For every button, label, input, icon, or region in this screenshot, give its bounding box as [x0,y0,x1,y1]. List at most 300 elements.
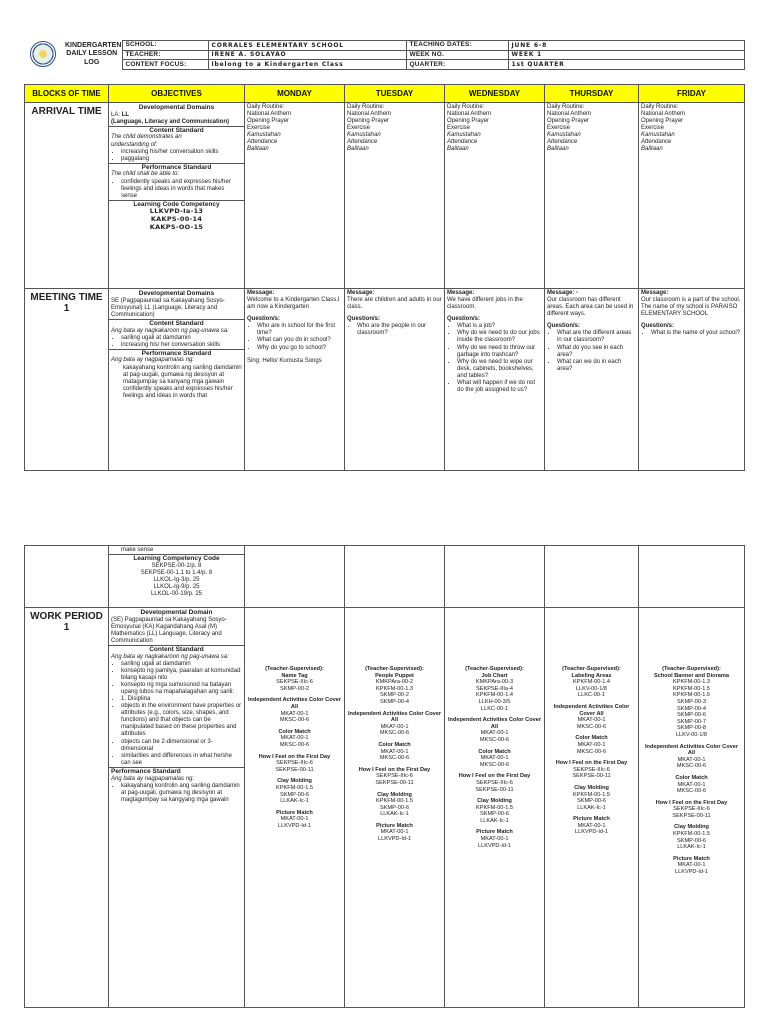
competency-code: MKAT-00-1 [577,717,606,724]
routine-item: Attendance [547,139,578,146]
question-item: • What is a job? [457,323,542,330]
activity-title: How I Feel on the First Day [458,773,531,780]
arrival-thursday [545,103,639,289]
competency-code: MKAT-00-1 [577,741,606,748]
continuation-monday [245,546,345,608]
work-wednesday [445,608,545,1008]
meeting-monday [245,289,345,471]
arrival-ps-intro: The child shall be able to: [111,171,180,178]
meeting-friday [639,289,745,471]
work-cs-item: • similarities and differences in what he/she can see [121,753,242,767]
supervised-label: (Teacher-Supervised): [365,666,424,672]
activity-group [547,816,636,836]
competency-code: MKAT-00-1 [677,756,706,763]
activity-title: Picture Match [573,816,610,823]
competency-code: LLKVPD-Id-1 [575,829,608,836]
routine-item: Opening Prayer [547,118,590,125]
work-tuesday [345,608,445,1008]
work-monday [245,608,345,1008]
school-label: SCHOOL: [122,41,208,51]
supervised-activity-title: Name Tag [281,672,308,679]
activity-title: Picture Match [276,809,313,816]
competency-code: MKAT-00-1 [380,723,409,730]
competency-code: MKAT-00-1 [280,735,309,742]
competency-code: MKAT-00-1 [577,822,606,829]
routine-item: National Anthem [547,111,592,118]
competency-code: MKAT-00-1 [280,710,309,717]
competency-code: SKMP-00-4 [677,705,706,712]
work-cs-item: • objects can be 2-dimensional or 3-dimensional [121,739,242,753]
work-cs-item: • objects in the environment have properties or attributes (e.g., colors, size, shapes, and functions) and that objects can be manipulated based on these properties and attributes [121,703,242,738]
work-period-label: WORK PERIOD 1 [25,608,109,1008]
routine-item: Daily Routine: [447,104,485,110]
competency-code: KMKPAra-00-3 [475,679,514,686]
question-item: • Why do we need to throw our garbage into trashcan? [457,345,542,359]
routine-item: Kamustahan [547,132,581,139]
competency-code: KPKFM-00-1.4 [573,679,610,686]
competency-code: KPKFM-00-1.3 [673,679,710,686]
competency-code: KMKPAra-00-2 [375,679,414,686]
competency-code: LLKAK-Ic-1 [380,811,409,818]
continuation-row [25,546,745,608]
arrival-time-label: ARRIVAL TIME [25,103,109,289]
message-label: Message: [641,290,669,296]
routine-item: National Anthem [447,111,492,118]
quarter-value: 1st QUARTER [508,60,744,70]
work-period-row [25,608,745,1008]
lesson-grid-page1 [24,84,745,471]
routine-item: Exercise [247,125,271,132]
meeting-tuesday [345,289,445,471]
activity-title: How I Feel on the First Day [358,766,431,773]
activity-title: Independent Activities Color Cover All [553,703,630,717]
question-item: • Why do you go to school? [257,345,342,352]
competency-code: LLKV-00-1/8 [575,685,608,692]
meeting-lc-code: LLKOL-Ig-3/p. 25 [153,576,200,583]
routine-list [347,104,442,154]
competency-code: KPKFM-00-1.5 [673,685,710,692]
activity-group [447,829,542,849]
activity-group [347,711,442,737]
col-thursday: THURSDAY [545,85,639,103]
meeting-lc-code: LLKOL-Ig-9/p. 25 [153,583,200,590]
routine-item: Opening Prayer [347,118,390,125]
competency-code: MKSC-00-6 [279,741,310,748]
deped-seal-logo [24,41,62,70]
activity-group [247,778,342,804]
activity-group [641,744,742,770]
meeting-domains-title: Developmental Domains [138,290,215,297]
supervised-label: (Teacher-Supervised): [662,666,721,672]
activity-title: Color Match [478,748,511,755]
competency-code: LLKC-00-1 [480,705,509,712]
routine-item: Balitaan [347,146,369,153]
question-item: • What can you do in school? [257,337,342,344]
arrival-cs-item: • increasing his/her conversation skills [121,149,242,156]
continuation-friday [639,546,745,608]
competency-code: SEKPSE-00-11 [275,766,314,773]
routine-item: Attendance [641,139,672,146]
question-label: Question/s: [547,323,581,330]
work-cs-item: • konsepto ng mga sumusunod na batayan upang lubos na mapahalagahan ang sarili: [121,682,242,696]
activity-group [247,754,342,774]
grade-line1: KINDERGARTEN [65,41,122,49]
work-cs-title: Content Standard [149,645,204,653]
activity-group [347,823,442,843]
competency-code: KPKFM-00-1.5 [376,798,413,805]
routine-item: Exercise [347,125,371,132]
activity-title: Color Match [575,735,608,742]
arrival-row [25,103,745,289]
competency-code: SKMP-00-6 [480,811,509,818]
competency-code: SKMP-00-6 [677,837,706,844]
activity-group [547,735,636,755]
competency-code: KPKFM-00-1.5 [276,784,313,791]
competency-code: SKMP-00-6 [677,712,706,719]
arrival-domains-title: Developmental Domains [138,104,215,111]
competency-code: SEKPSE-IIIc-6 [276,679,313,686]
competency-code: KPKFM-00-1.3 [376,685,413,692]
supervised-label: (Teacher-Supervised): [265,666,324,672]
routine-item: Attendance [447,139,478,146]
arrival-lc-code: KAKPS-00-14 [150,215,203,224]
meeting-thursday [545,289,639,471]
content-focus-value: Ibelong to a Kindergarten Class [208,60,406,70]
seal-icon [30,41,56,67]
activity-group [447,773,542,793]
competency-code: SEKPSE-00-11 [475,786,514,793]
continuation-objectives [109,546,245,608]
activity-group [641,775,742,795]
work-ps-title: Performance Standard [111,767,181,775]
competency-code: LLKH-00-3/5 [478,698,511,705]
competency-code: SEKPSE-00-11 [672,812,711,819]
routine-list [641,104,742,154]
activity-title: Independent Activities Color Cover All [644,743,739,757]
lesson-grid-page2 [24,545,745,1008]
competency-code: SEKPSE-IIIc-6 [573,766,610,773]
routine-item: Daily Routine: [347,104,385,110]
meeting-lc-code: SEKPSE-00-1.1 to 1.4/p. 8 [140,569,213,576]
activity-title: Color Match [378,741,411,748]
week-label: WEEK NO. [406,50,508,60]
week-value: WEEK 1 [508,50,744,60]
competency-code: SKMP-00-6 [380,804,409,811]
competency-code: MKAT-00-1 [677,781,706,788]
meeting-cs-item: • increasing his/ her conversation skills [121,342,242,349]
competency-code: MKAT-00-1 [280,816,309,823]
question-label: Question/s: [247,316,281,323]
competency-code: MKAT-00-1 [480,836,509,843]
competency-code: LLKV-00-1/8 [675,731,708,738]
activity-group [641,824,742,850]
activity-title: Clay Molding [477,798,512,805]
message-label: Message: [247,290,275,296]
activity-group [547,785,636,811]
competency-code: MKAT-00-1 [677,862,706,869]
activity-group [347,742,442,762]
supervised-activity-title: School Banner and Diorama [654,672,729,679]
work-domains-text: (SE) Pagpapaunlad sa Kakayahang Sosyo-Emosyunal (KA) Kagandahang Asal (M) Mathematics (LL) Language, Literacy and Communication [111,616,227,644]
competency-code: SKMP-00-3 [677,698,706,705]
competency-code: KPKFM-00-1.5 [573,791,610,798]
question-item: • What will happen if we do not do the job assigned to us? [457,380,542,394]
competency-code: KPKFM-00-1.6 [673,692,710,699]
supervised-label: (Teacher-Supervised): [562,666,621,672]
activity-title: How I Feel on the First Day [555,760,628,767]
activity-group [641,856,742,876]
arrival-objectives [109,103,245,289]
competency-code: MKSC-00-6 [576,723,607,730]
routine-item: Balitaan [547,146,569,153]
supervised-activity-title: People Puppet [375,672,414,679]
competency-code: LLKAK-Ic-1 [577,804,606,811]
competency-code: SKMP-00-7 [677,718,706,725]
work-cs-item: • sariling ugali at damdamin [121,661,242,668]
routine-list [447,104,542,154]
routine-item: Balitaan [447,146,469,153]
activity-title: Clay Molding [277,778,312,785]
arrival-tuesday [345,103,445,289]
routine-item: Kamustahan [347,132,381,139]
competency-code: MKSC-00-6 [279,717,310,724]
routine-item: Exercise [547,125,571,132]
question-label: Question/s: [447,316,481,323]
activity-title: Clay Molding [674,824,709,831]
work-ps-intro: Ang bata ay nagpapamalas ng: [111,775,195,782]
activity-group [547,760,636,780]
competency-code: LLKVPD-Id-1 [675,869,708,876]
routine-item: Kamustahan [641,132,675,139]
meeting-ps-text: kakayahang kontrolin ang sariling damdamin at pag-uugali, gumawa ng desisyon at matagumpay sa kanyang mga gawain confidently speaks and expresses his/her feelings and ideas in words that [123,364,242,399]
competency-code: MKAT-00-1 [480,730,509,737]
question-item: • What do you see in each area? [557,345,636,359]
competency-code: SKMP-00-2 [280,685,309,692]
routine-item: Daily Routine: [247,104,285,110]
teacher-label: TEACHER: [122,50,208,60]
competency-code: SEKPSE-IIIc-6 [276,760,313,767]
competency-code: SKMP-00-6 [577,798,606,805]
supervised-activity-title: Job Chart [481,672,508,679]
activity-group [247,810,342,830]
competency-code: LLKAK-Ic-1 [280,798,309,805]
song-text: Sing: Hello/ Kumusta Songs [247,357,322,364]
routine-item: Balitaan [247,146,269,153]
competency-code: LLKAK-Ic-1 [480,817,509,824]
competency-code: SKMP-00-2 [380,692,409,699]
question-item: • What are the different areas in our classroom? [557,330,636,344]
col-objectives: OBJECTIVES [109,85,245,103]
activity-group [447,798,542,824]
col-blocks-of-time: BLOCKS OF TIME [25,85,109,103]
competency-code: LLKVPD-Id-1 [378,836,411,843]
dates-value: JUNE 6-8 [508,41,744,51]
routine-item: National Anthem [641,111,686,118]
competency-code: KPKFM-00-1.5 [476,804,513,811]
grade-line2: DAILY LESSON LOG [66,50,118,67]
arrival-lc-title: Learning Code Competency [133,200,220,208]
arrival-cs-intro2: understanding of: [111,141,158,148]
competency-code: SEKPSE-00-11 [375,779,414,786]
la-prefix: LA: [111,111,122,118]
school-value: CORRALES ELEMENTARY SCHOOL [208,41,406,51]
question-item: • Who are the people in our classroom? [357,323,442,337]
question-label: Question/s: [347,316,381,323]
meeting-time-label: MEETING TIME 1 [25,289,109,471]
work-cs-intro: Ang bata ay nagkakaroon ng pag-unawa sa: [111,653,229,660]
continuation-block [25,546,109,608]
meeting-objectives [109,289,245,471]
competency-code: SEKPSE-IIIa-4 [476,685,513,692]
col-friday: FRIDAY [639,85,745,103]
routine-list [547,104,636,154]
activity-title: Picture Match [476,829,513,836]
competency-code: LLKAK-Ic-1 [677,844,706,851]
meeting-cs-item: • sariling ugali at damdamin [121,335,242,342]
la-code: LL [121,111,130,118]
arrival-cs-item: • paggalang [121,156,242,163]
question-item: • What can we do in each area? [557,359,636,373]
supervised-activity-title: Labeling Areas [571,672,612,679]
competency-code: SEKPSE-IIIc-6 [376,773,413,780]
col-tuesday: TUESDAY [345,85,445,103]
activity-group [447,717,542,743]
header-table [24,40,745,70]
routine-item: Opening Prayer [447,118,490,125]
arrival-monday [245,103,345,289]
competency-code: LLKVPD-Id-1 [278,822,311,829]
activity-title: Clay Molding [574,784,609,791]
competency-code: MKSC-00-6 [479,736,510,743]
competency-code: MKAT-00-1 [480,755,509,762]
competency-code: MKSC-00-6 [379,755,410,762]
arrival-ps-item: • confidently speaks and expresses his/her feelings and ideas in words that makes sense [121,179,242,200]
activity-title: Color Match [675,774,708,781]
routine-item: Exercise [447,125,471,132]
activity-title: Color Match [278,728,311,735]
arrival-lc-code: KAKPS-OO-15 [149,222,204,231]
continuation-tail: make sense [109,547,244,555]
competency-code: SKMP-00-6 [280,791,309,798]
competency-code: MKAT-00-1 [380,748,409,755]
routine-item: Balitaan [641,146,663,153]
continuation-tuesday [345,546,445,608]
routine-item: Opening Prayer [247,118,290,125]
activity-title: How I Feel on the First Day [655,799,728,806]
arrival-cs-title: Content Standard [149,126,204,134]
message-label: Message: [347,290,375,296]
quarter-label: QUARTER: [406,60,508,70]
activity-group [347,792,442,818]
competency-code: MKSC-00-6 [676,788,707,795]
competency-code: MKSC-00-6 [479,761,510,768]
activity-title: Independent Activities Color Cover All [447,717,542,730]
question-item: • Why do we need to wipe our desk, cabinets, bookshelves, and tables? [457,359,542,380]
routine-item: Attendance [247,139,278,146]
continuation-thursday [545,546,639,608]
competency-code: SKMP-00-8 [677,725,706,732]
arrival-ps-title: Performance Standard [141,163,212,171]
competency-code: MKAT-00-1 [380,829,409,836]
routine-item: Exercise [641,125,665,132]
question-item: • Who are in school for the first time? [257,323,342,337]
message-label: Message: [447,290,475,296]
question-item: • Why do we need to do our jobs inside the classroom? [457,330,542,344]
activity-title: Picture Match [376,822,413,829]
activity-title: Picture Match [673,855,710,862]
continuation-wednesday [445,546,545,608]
competency-code: SKMP-00-4 [380,698,409,705]
competency-code: MKSC-00-6 [676,763,707,770]
meeting-ps-intro: Ang bata ay nagpapamalas ng: [111,357,195,364]
competency-code: MKSC-00-6 [576,748,607,755]
meeting-lc-code: LLKOL-00-19/p. 25 [150,591,203,598]
activity-group [247,697,342,723]
routine-list [247,104,342,154]
routine-item: Daily Routine: [641,104,679,110]
message-label: Message: - [547,290,579,296]
activity-group [641,800,742,820]
competency-code: LLKVPD-Id-1 [478,842,511,849]
message-text: Our classroom is a part of the school. The name of my school is PARAISO ELEMENTARY SCHOOL [641,297,741,318]
routine-item: National Anthem [347,111,392,118]
work-cs-item: • konsepto ng pamilya, paaralan at komunidad bilang kasapi nito [121,668,242,682]
activity-title: How I Feel on the First Day [258,753,331,760]
dates-label: TEACHING DATES: [406,41,508,51]
work-friday [639,608,745,1008]
competency-code: SEKPSE-00-11 [572,773,611,780]
competency-code: KPKFM-00-1.5 [673,831,710,838]
col-wednesday: WEDNESDAY [445,85,545,103]
message-text: Our classroom has different areas. Each area can be used in different ways. [547,297,634,318]
competency-code: SEKPSE-IIIc-6 [476,779,513,786]
activity-group [347,767,442,787]
message-text: Welcome to a Kindergarten Class.I am now a Kindergarten [247,297,340,311]
work-domains-title: Developmental Domain [140,609,213,616]
meeting-row [25,289,745,471]
arrival-friday [639,103,745,289]
routine-item: Kamustahan [247,132,281,139]
activity-group [547,704,636,730]
meeting-lc-title: Learning Competency Code [133,555,220,563]
competency-code: MKSC-00-6 [379,730,410,737]
meeting-ps-title: Performance Standard [141,349,212,357]
activity-title: Independent Activities Color Cover All [247,697,342,710]
teacher-value: IRENE A. SOLAYAO [208,50,406,60]
activity-title: Independent Activities Color Cover All [347,710,442,724]
arrival-cs-intro: The child demonstrates an [111,134,182,141]
work-cs-item: • 1. Disiplina [121,696,242,703]
routine-item: National Anthem [247,111,292,118]
message-text: There are children and adults in our class. [347,297,442,311]
work-thursday [545,608,639,1008]
activity-group [447,749,542,769]
activity-group [247,729,342,749]
competency-code: SEKPSE-IIIc-6 [673,806,710,813]
question-item: • What is the name of your school? [651,330,742,337]
supervised-label: (Teacher-Supervised): [465,666,524,672]
meeting-cs-intro: Ang bata ay nagkakaroon ng pag-unawa sa: [111,327,229,334]
work-ps-item: • kakayahang kontrolin ang sariling damdamin at pag-uugali, gumawa ng desisyon at magtagumpay sa kangyang mga gawain [121,783,242,804]
question-label: Question/s: [641,323,675,330]
activity-title: Clay Molding [377,791,412,798]
competency-code: KPKFM-00-1.4 [476,692,513,699]
work-objectives [109,608,245,1008]
arrival-wednesday [445,103,545,289]
la-desc: (Language, Literacy and Communication) [111,118,230,125]
competency-code: LLKC-00-1 [577,692,606,699]
meeting-cs-title: Content Standard [149,319,204,327]
